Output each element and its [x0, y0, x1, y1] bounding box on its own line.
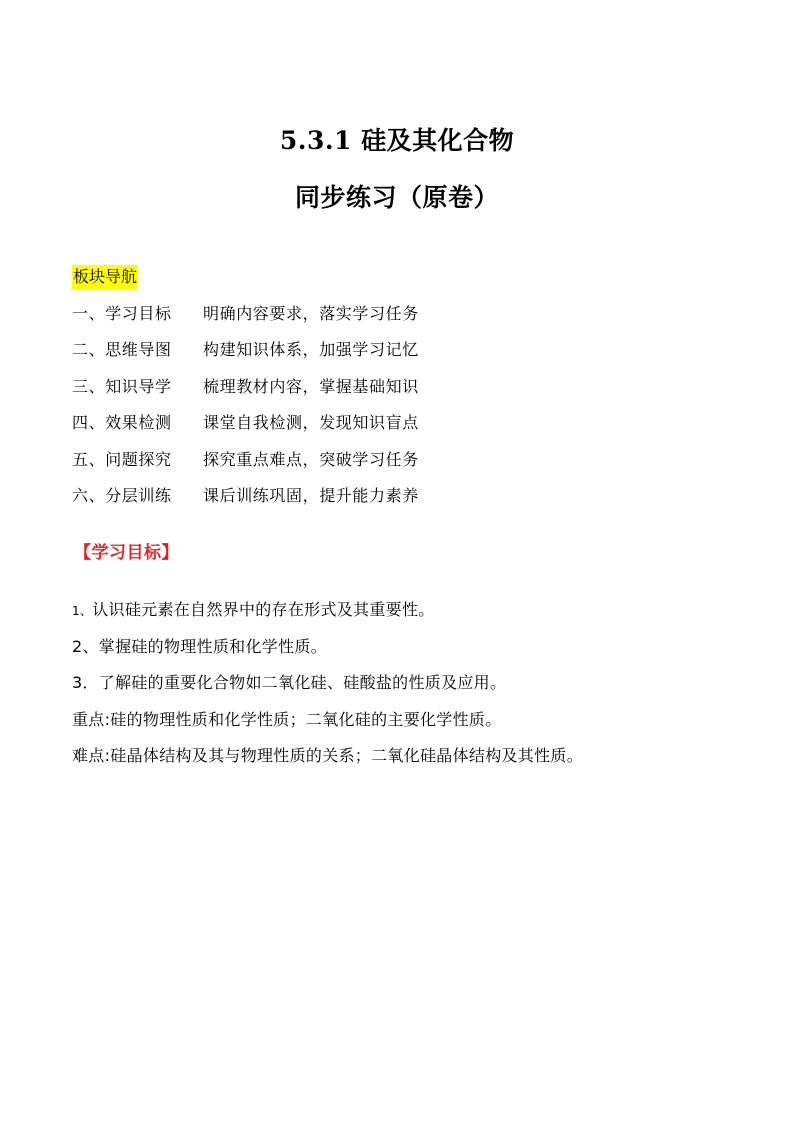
navigation-list	[72, 302, 419, 520]
navigation-item	[72, 448, 419, 484]
goal-item-prefix: 难点:	[72, 746, 111, 765]
goal-item	[72, 671, 583, 708]
navigation-item-desc: 构建知识体系，加强学习记忆	[203, 340, 419, 360]
goal-item-prefix: 重点:	[72, 709, 111, 729]
navigation-heading: 板块导航	[72, 265, 138, 289]
learning-goals-heading: 【学习目标】	[74, 543, 179, 563]
goal-item-prefix: 1、	[72, 604, 93, 618]
navigation-item-desc: 梳理教材内容，掌握基础知识	[203, 376, 419, 396]
goal-item-text: 了解硅的重要化合物如二氧化硅、硅酸盐的性质及应用。	[98, 673, 507, 692]
goal-item-text: 认识硅元素在自然界中的存在形式及其重要性。	[92, 600, 435, 619]
navigation-item	[72, 302, 419, 338]
navigation-item-name: 三、知识导学	[72, 376, 172, 396]
navigation-item-name: 六、分层训练	[72, 485, 172, 505]
difficulty-item	[72, 744, 583, 781]
learning-goals-list	[72, 598, 583, 781]
goal-item	[72, 598, 583, 635]
goal-item-text: 硅晶体结构及其与物理性质的关系；二氧化硅晶体结构及其性质。	[110, 746, 583, 765]
key-point-item	[72, 708, 583, 745]
goal-item	[72, 635, 583, 672]
navigation-item	[72, 411, 419, 447]
goal-item-text: 掌握硅的物理性质和化学性质。	[98, 636, 327, 656]
navigation-item-desc: 探究重点难点，突破学习任务	[203, 449, 419, 469]
navigation-item-name: 五、问题探究	[72, 449, 172, 469]
navigation-item-desc: 课堂自我检测，发现知识盲点	[203, 413, 419, 433]
navigation-item-name: 四、效果检测	[72, 413, 172, 433]
goal-item-prefix: 2、	[72, 636, 99, 656]
document-title: 5.3.1 硅及其化合物	[279, 126, 515, 155]
navigation-item	[72, 375, 419, 411]
navigation-item-desc: 课后训练巩固，提升能力素养	[203, 485, 419, 505]
goal-item-text: 硅的物理性质和化学性质；二氧化硅的主要化学性质。	[110, 709, 502, 729]
navigation-item-desc: 明确内容要求，落实学习任务	[203, 304, 419, 323]
navigation-item-name: 二、思维导图	[72, 340, 172, 360]
goal-item-prefix: 3．	[72, 673, 99, 692]
navigation-item	[72, 484, 419, 520]
document-subtitle: 同步练习（原卷）	[294, 183, 499, 212]
navigation-item	[72, 338, 419, 374]
navigation-item-name: 一、学习目标	[72, 304, 172, 323]
